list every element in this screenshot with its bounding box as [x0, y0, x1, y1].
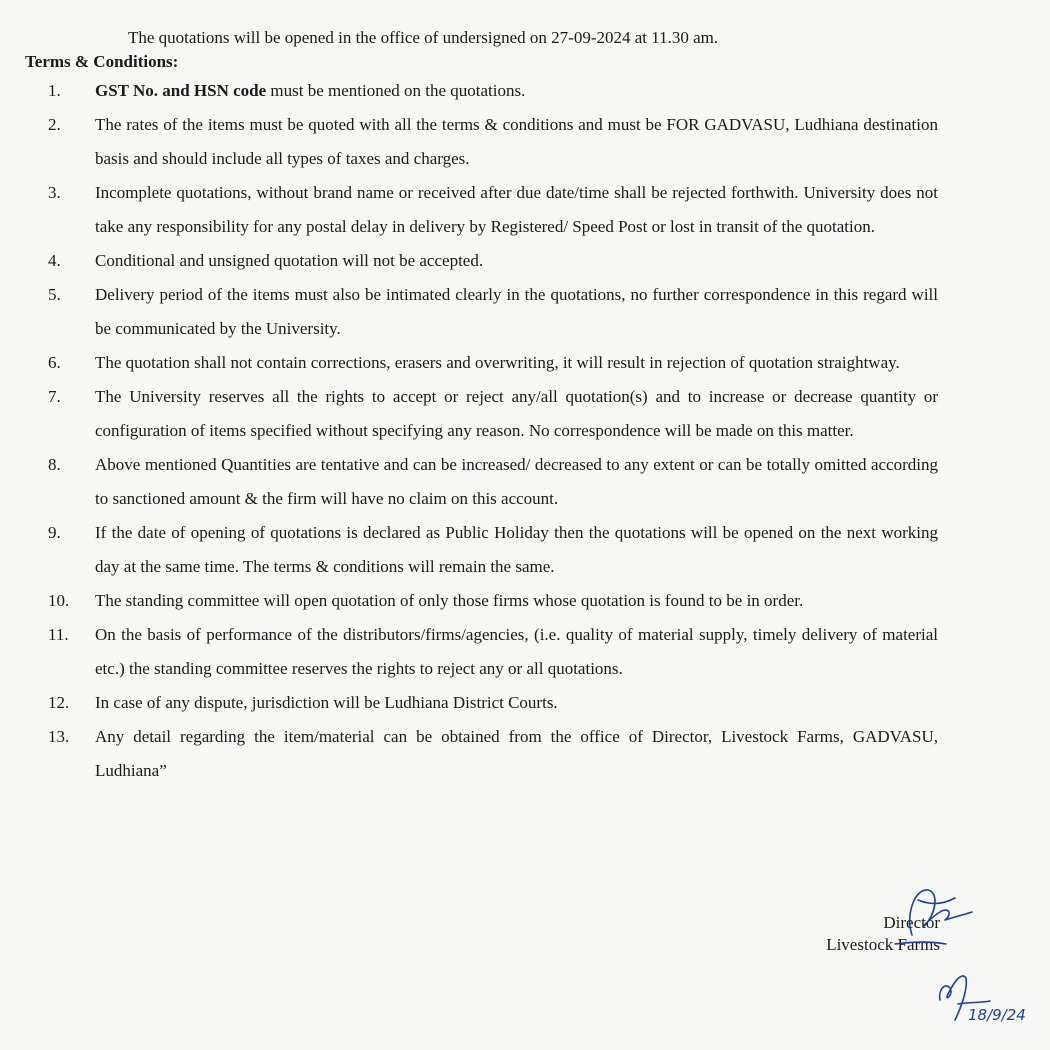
term-number: 1. — [48, 81, 61, 100]
term-number: 2. — [48, 115, 61, 134]
term-body-text: On the basis of performance of the distributors/firms/agencies, (i.e. quality of material supply, timely delivery of material etc.) the standing committee reserves the rights to reject any or all quotations. — [95, 625, 938, 678]
term-number: 7. — [48, 387, 61, 406]
term-body-text: must be mentioned on the quotations. — [266, 81, 526, 100]
opening-notice: The quotations will be opened in the office of undersigned on 27-09-2024 at 11.30 am. — [128, 28, 719, 47]
term-body-text: In case of any dispute, jurisdiction will be Ludhiana District Courts. — [95, 693, 558, 712]
term-number: 3. — [48, 183, 61, 202]
handwritten-date: 18/9/24 — [968, 1006, 1026, 1024]
term-number: 6. — [48, 353, 61, 372]
term-body-text: Conditional and unsigned quotation will not be accepted. — [95, 251, 484, 270]
term-number: 5. — [48, 285, 61, 304]
term-number: 10. — [48, 591, 70, 610]
term-number: 11. — [48, 625, 69, 644]
term-number: 13. — [48, 727, 70, 746]
term-body-text: Incomplete quotations, without brand name or received after due date/time shall be rejected forthwith. University does not take any responsibility for any postal delay in delivery by Registered/ Speed Post or lost in transit of the quotation. — [95, 183, 938, 236]
term-body-text: The University reserves all the rights to accept or reject any/all quotation(s) and to increase or decrease quantity or configuration of items specified without specifying any reason. No correspondence will be made on this matter. — [95, 387, 938, 440]
signatory-office: Livestock Farms — [826, 935, 940, 954]
term-body-text: Any detail regarding the item/material can be obtained from the office of Director, Livestock Farms, GADVASU, Ludhiana” — [95, 727, 938, 780]
term-body-text: Delivery period of the items must also be intimated clearly in the quotations, no further correspondence in this regard will be communicated by the University. — [95, 285, 938, 338]
term-body-text: If the date of opening of quotations is declared as Public Holiday then the quotations will be opened on the next working day at the same time. The terms & conditions will remain the same. — [95, 523, 938, 576]
term-number: 12. — [48, 693, 70, 712]
term-number: 9. — [48, 523, 61, 542]
signatory-title: Director — [883, 913, 940, 932]
terms-heading: Terms & Conditions: — [25, 52, 179, 71]
term-body-text: The rates of the items must be quoted with all the terms & conditions and must be FOR GADVASU, Ludhiana destination basis and should include all types of taxes and charges. — [95, 115, 938, 168]
term-number: 4. — [48, 251, 61, 270]
term-bold-text: GST No. and HSN code — [95, 81, 267, 100]
term-body-text: The standing committee will open quotation of only those firms whose quotation is found to be in order. — [95, 591, 804, 610]
term-number: 8. — [48, 455, 61, 474]
term-body-text: The quotation shall not contain corrections, erasers and overwriting, it will result in rejection of quotation straightway. — [95, 353, 900, 372]
term-body-text: Above mentioned Quantities are tentative and can be increased/ decreased to any extent or can be totally omitted according to sanctioned amount & the firm will have no claim on this account. — [95, 455, 938, 508]
